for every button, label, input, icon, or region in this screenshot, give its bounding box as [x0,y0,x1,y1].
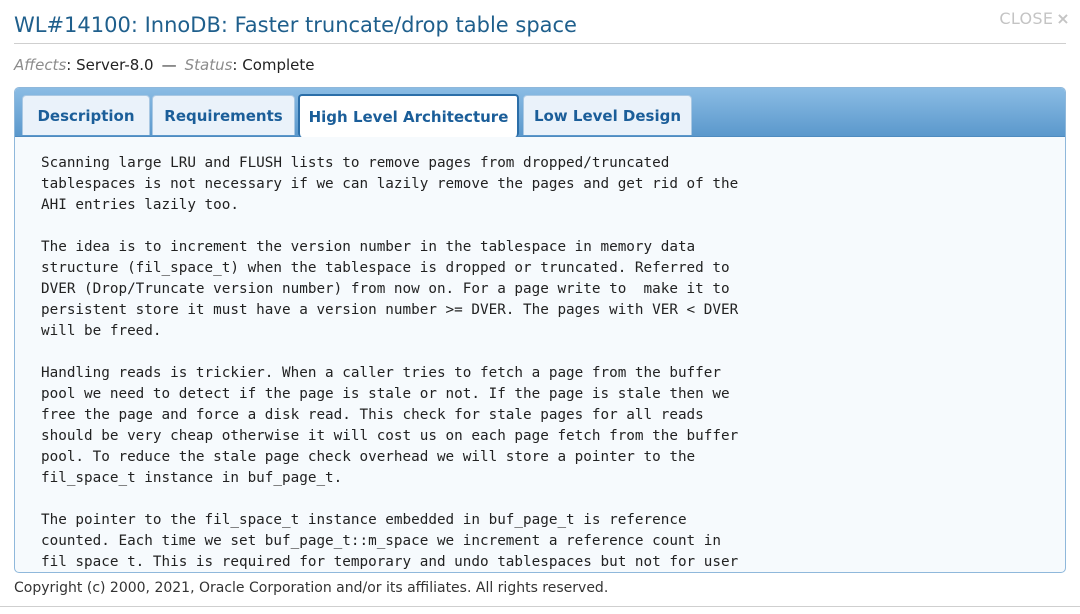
status-label: Status [184,56,233,74]
worklog-meta: Affects: Server-8.0 — Status: Complete [14,56,315,74]
copyright-footer: Copyright (c) 2000, 2021, Oracle Corporation and/or its affiliates. All rights reserved. [14,580,609,596]
dialog-title: WL#14100: InnoDB: Faster truncate/drop table space [14,13,577,37]
architecture-text: Scanning large LRU and FLUSH lists to remove pages from dropped/truncated tablespaces is not necessary if we can lazily remove the pages and get rid of the AHI entries lazily too. The idea is to increment the version number in the tablespace in memory data structure (fil_space_t) when the tablespace is dropped or truncated. Referred to DVER (Drop/Truncate version number) from now on. For a page write to make it to persistent store it must have a version number >= DVER. The pages with VER < DVER will be freed. Handling reads is trickier. When a caller tries to fetch a page from the buffer pool we need to detect if the page is stale or not. If the page is stale then we free the page and force a disk read. This check for stale pages for all reads should be very cheap otherwise it will cost us on each page fetch from the buffer pool. To reduce the stale page check overhead we will store a pointer to the fil_space_t instance in buf_page_t. The pointer to the fil_space_t instance embedded in buf_page_t is reference counted. Each time we set buf_page_t::m_space we increment a reference count in fil space t. This is required for temporary and undo tablespaces but not for user [41,155,739,570]
affects-value: Server-8.0 [76,56,154,74]
close-label: CLOSE [999,9,1054,28]
title-divider [14,43,1066,44]
meta-separator: — [161,56,177,74]
bottom-divider [0,606,1080,607]
tab-description[interactable]: Description [22,95,150,135]
tab-content[interactable] [15,137,1065,572]
status-value: Complete [242,56,315,74]
tab-requirements[interactable]: Requirements [152,95,295,135]
tabs-panel [14,87,1066,573]
close-button[interactable] [999,9,1070,28]
close-icon: × [1056,9,1070,28]
tab-low-level-design[interactable]: Low Level Design [523,95,692,135]
tab-high-level-architecture[interactable]: High Level Architecture [298,94,519,137]
tab-bar [15,88,1065,137]
affects-label: Affects [14,56,67,74]
